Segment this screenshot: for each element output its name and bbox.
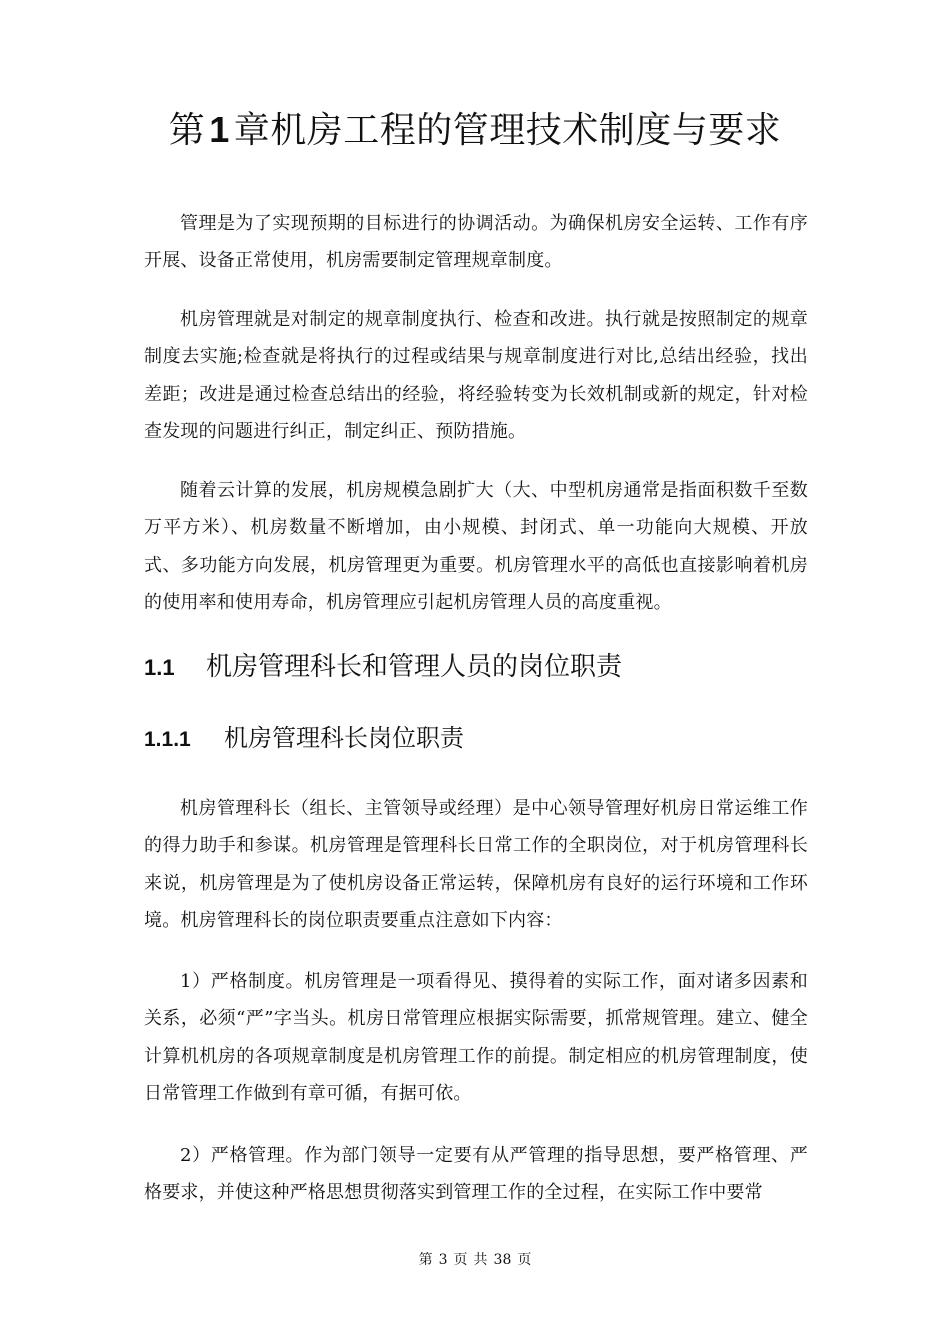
footer-suffix: 页 (517, 1252, 532, 1268)
chapter-title-text: 章机房工程的管理技术制度与要求 (233, 110, 782, 151)
body-paragraph-3: 2）严格管理。作为部门领导一定要有从严管理的指导思想，要严格管理、严格要求，并使这种严格思想贯彻落实到管理工作的全过程，在实际工作中要常 (144, 1145, 808, 1204)
intro-paragraph-3: 随着云计算的发展，机房规模急剧扩大（大、中型机房通常是指面积数千至数万平方米）、机房数量不断增加，由小规模、封闭式、单一功能向大规模、开放式、多功能方向发展，机房管理更为重要。机房管理水平的高低也直接影响着机房的使用率和使用寿命，机房管理应引起机房管理人员的高度重视。 (144, 480, 808, 613)
page-footer (0, 1250, 950, 1270)
intro-paragraph-2: 机房管理就是对制定的规章制度执行、检查和改进。执行就是按照制定的规章制度去实施;检查就是将执行的过程或结果与规章制度进行对比,总结出经验，找出差距；改进是通过检查总结出的经验，将经验转变为长效机制或新的规定，针对检查发现的问题进行纠正，制定纠正、预防措施。 (144, 309, 808, 442)
body-paragraph-1: 机房管理科长（组长、主管领导或经理）是中心领导管理好机房日常运维工作的得力助手和参谋。机房管理是管理科长日常工作的全职岗位，对于机房管理科长来说，机房管理是为了使机房设备正常运转，保障机房有良好的运行环境和工作环境。机房管理科长的岗位职责要重点注意如下内容： (144, 798, 808, 931)
section-number: 1.1 (144, 655, 175, 680)
footer-total-word: 共 (473, 1252, 488, 1268)
footer-current-page: 3 (438, 1252, 448, 1268)
footer-total-pages: 38 (493, 1252, 512, 1268)
body-paragraph-2: 1）严格制度。机房管理是一项看得见、摸得着的实际工作，面对诸多因素和关系，必须“严”字当头。机房日常管理应根据实际需要，抓常规管理。建立、健全计算机机房的各项规章制度是机房管理工作的前提。制定相应的机房管理制度，使日常管理工作做到有章可循，有据可依。 (144, 971, 808, 1104)
subsection-title: 机房管理科长岗位职责 (224, 724, 464, 752)
section-title: 机房管理科长和管理人员的岗位职责 (206, 652, 623, 682)
intro-paragraph-1: 管理是为了实现预期的目标进行的协调活动。为确保机房安全运转、工作有序开展、设备正常使用，机房需要制定管理规章制度。 (144, 213, 808, 272)
section-heading-1-1 (144, 648, 622, 687)
footer-prefix: 第 (418, 1252, 433, 1268)
chapter-title-prefix: 第 (168, 110, 206, 151)
footer-page-word: 页 (453, 1252, 468, 1268)
subsection-number: 1.1.1 (144, 728, 191, 751)
chapter-number: 1 (209, 109, 230, 150)
chapter-title (0, 104, 950, 157)
section-heading-1-1-1 (144, 720, 464, 758)
